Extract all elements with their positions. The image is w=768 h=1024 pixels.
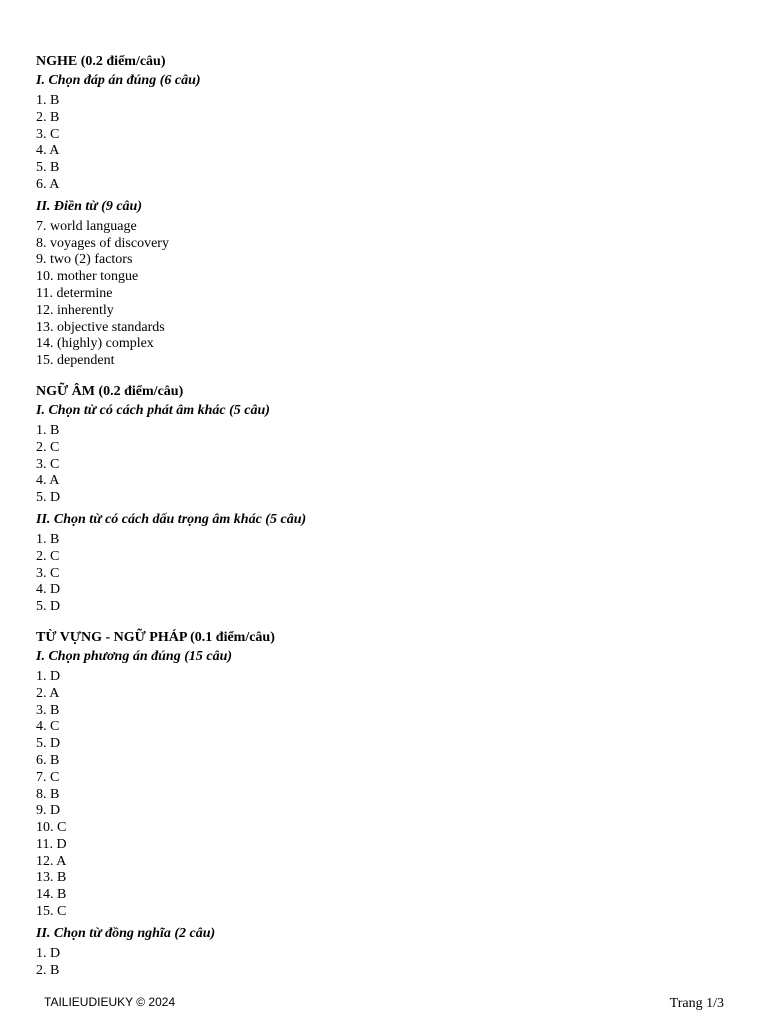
answer-item: 11. D: [36, 836, 67, 852]
answer-item: 5. D: [36, 736, 61, 752]
answer-item: 13. objective standards: [36, 319, 165, 335]
answer-item: 1. B: [36, 422, 60, 438]
answer-item: 6. B: [36, 752, 60, 768]
answer-item: 11. determine: [36, 285, 113, 301]
answer-item: 2. C: [36, 439, 60, 455]
answer-item: 14. B: [36, 887, 67, 903]
answer-item: 13. B: [36, 870, 67, 886]
footer-copyright: TAILIEUDIEUKY © 2024: [44, 995, 176, 1009]
answer-item: 10. mother tongue: [36, 269, 139, 285]
answer-item: 1. D: [36, 668, 61, 684]
answer-item: 3. B: [36, 702, 60, 718]
answer-item: 9. two (2) factors: [36, 252, 133, 268]
part-title: II. Chọn từ đồng nghĩa (2 câu): [36, 925, 216, 941]
part-title: II. Điền từ (9 câu): [36, 198, 142, 214]
answer-item: 3. C: [36, 456, 60, 472]
answer-list: [36, 93, 736, 194]
answer-item: 1. D: [36, 945, 61, 961]
answer-section: [36, 628, 736, 980]
answer-item: 5. B: [36, 160, 60, 176]
answer-item: 12. inherently: [36, 302, 114, 318]
answer-list: [36, 946, 736, 980]
answer-section: [36, 382, 736, 616]
answer-item: 9. D: [36, 803, 61, 819]
answer-item: 15. dependent: [36, 353, 115, 369]
answer-item: 2. B: [36, 109, 60, 125]
answer-item: 2. A: [36, 685, 60, 701]
answer-item: 3. C: [36, 126, 60, 142]
answer-section: [36, 52, 736, 370]
answer-item: 1. B: [36, 93, 60, 108]
answer-list: [36, 532, 736, 616]
answer-item: 4. C: [36, 719, 60, 735]
section-title: NGHE (0.2 điểm/câu): [36, 54, 166, 69]
answer-item: 3. C: [36, 565, 60, 581]
answer-item: 4. A: [36, 473, 60, 489]
answer-item: 5. D: [36, 599, 61, 615]
answer-item: 12. A: [36, 853, 67, 869]
part-title: I. Chọn đáp án đúng (6 câu): [36, 73, 201, 88]
answer-list: [36, 423, 736, 507]
answer-item: 10. C: [36, 820, 67, 836]
answer-list: [36, 219, 736, 370]
part-title: I. Chọn từ có cách phát âm khác (5 câu): [36, 402, 270, 418]
answer-item: 7. world language: [36, 218, 137, 234]
answer-item: 1. B: [36, 531, 60, 547]
answer-item: 14. (highly) complex: [36, 336, 154, 352]
answer-item: 7. C: [36, 769, 60, 785]
answer-item: 8. voyages of discovery: [36, 235, 169, 251]
footer-page-number: Trang 1/3: [669, 996, 724, 1011]
answer-list: [36, 669, 736, 921]
section-title: TỪ VỰNG - NGỮ PHÁP (0.1 điểm/câu): [36, 629, 275, 645]
answer-item: 2. B: [36, 962, 60, 978]
document-body: [36, 52, 736, 991]
answer-item: 4. D: [36, 582, 61, 598]
answer-item: 5. D: [36, 490, 61, 506]
part-title: I. Chọn phương án đúng (15 câu): [36, 648, 233, 664]
answer-item: 8. B: [36, 786, 60, 802]
answer-item: 6. A: [36, 176, 60, 192]
answer-item: 2. C: [36, 548, 60, 564]
answer-item: 4. A: [36, 143, 60, 159]
part-title: II. Chọn từ có cách dấu trọng âm khác (5 câu): [36, 511, 307, 527]
answer-item: 15. C: [36, 904, 67, 920]
section-title: NGỮ ÂM (0.2 điểm/câu): [36, 383, 184, 399]
